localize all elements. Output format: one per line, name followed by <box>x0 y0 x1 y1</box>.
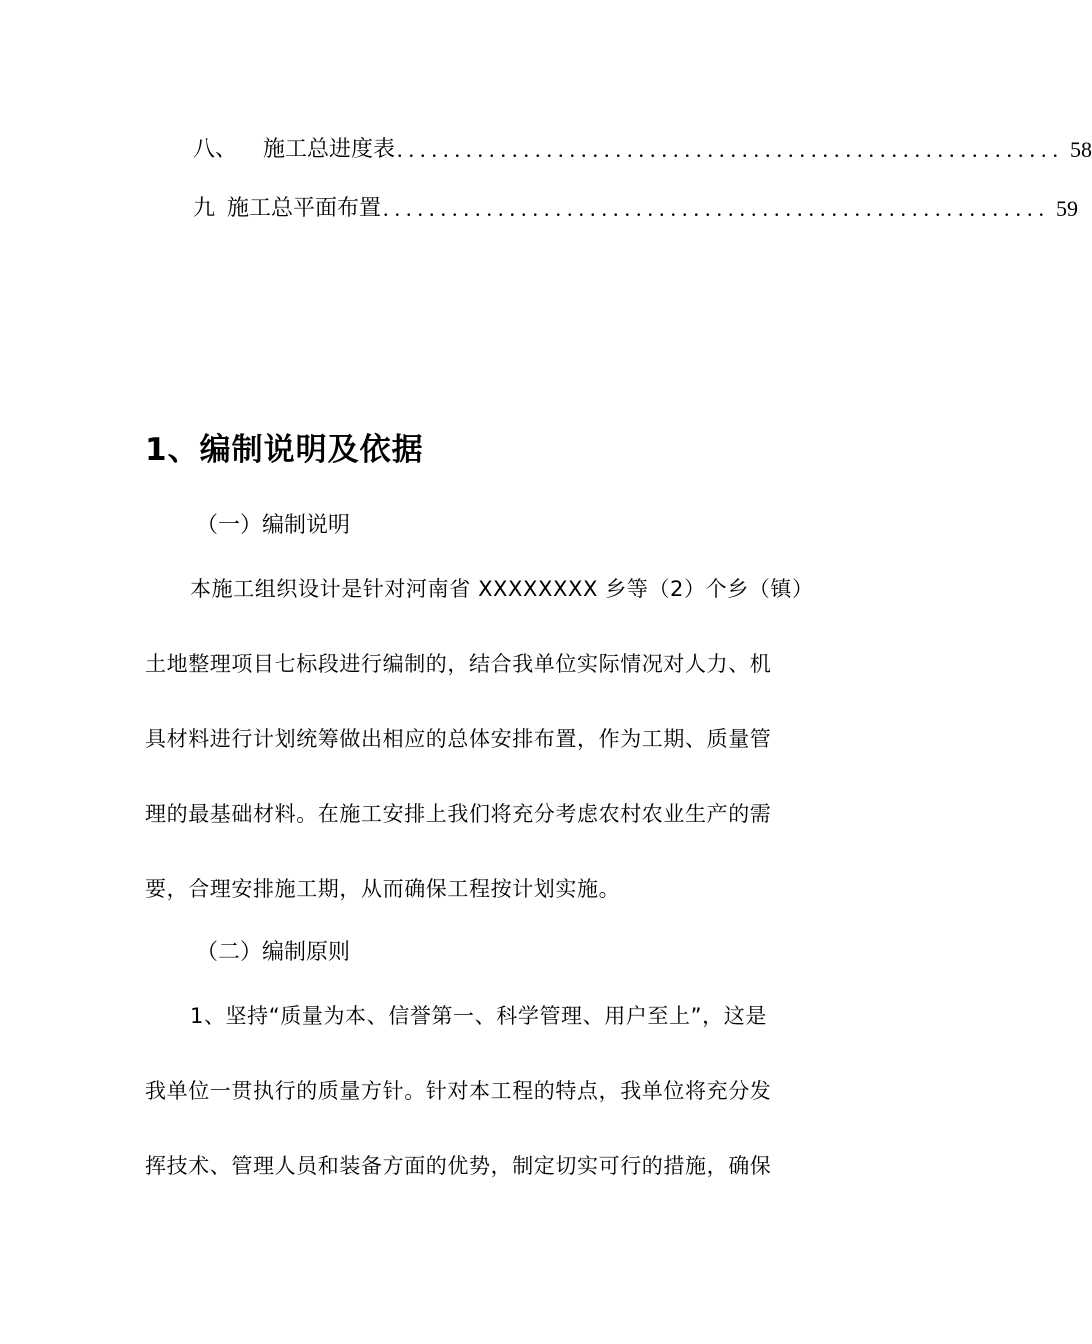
subsection-heading: （二）编制原则 <box>196 940 351 965</box>
toc-entry-number: 八、 <box>193 137 238 162</box>
toc-page-number: 58 <box>1070 137 1092 162</box>
toc-entry <box>193 133 1092 167</box>
toc-dot-leader: .......................................................... <box>397 137 1065 162</box>
paragraph-line: 挥技术、管理人员和装备方面的优势，制定切实可行的措施，确保 <box>145 1154 772 1178</box>
toc-page-number: 59 <box>1056 196 1079 221</box>
paragraph-line: 1、坚持“质量为本、信誉第一、科学管理、用户至上”，这是 <box>190 1004 767 1028</box>
paragraph-line: 土地整理项目七标段进行编制的，结合我单位实际情况对人力、机 <box>145 652 772 676</box>
section-heading: 1、编制说明及依据 <box>145 432 424 468</box>
toc-entry <box>193 192 1079 226</box>
toc-entry-number: 九 <box>193 196 216 221</box>
paragraph-line: 要，合理安排施工期，从而确保工程按计划实施。 <box>145 877 621 901</box>
toc-entry-title: 施工总进度表 <box>263 137 396 162</box>
paragraph-line: 本施工组织设计是针对河南省 XXXXXXXX 乡等（2）个乡（镇） <box>190 577 814 601</box>
paragraph-line: 理的最基础材料。在施工安排上我们将充分考虑农村农业生产的需 <box>145 802 772 826</box>
toc-entry-title: 施工总平面布置 <box>227 196 382 221</box>
subsection-heading: （一）编制说明 <box>196 513 351 538</box>
paragraph-line: 我单位一贯执行的质量方针。针对本工程的特点，我单位将充分发 <box>145 1079 772 1103</box>
toc-dot-leader: .......................................................... <box>383 196 1051 221</box>
paragraph-line: 具材料进行计划统筹做出相应的总体安排布置，作为工期、质量管 <box>145 727 772 751</box>
